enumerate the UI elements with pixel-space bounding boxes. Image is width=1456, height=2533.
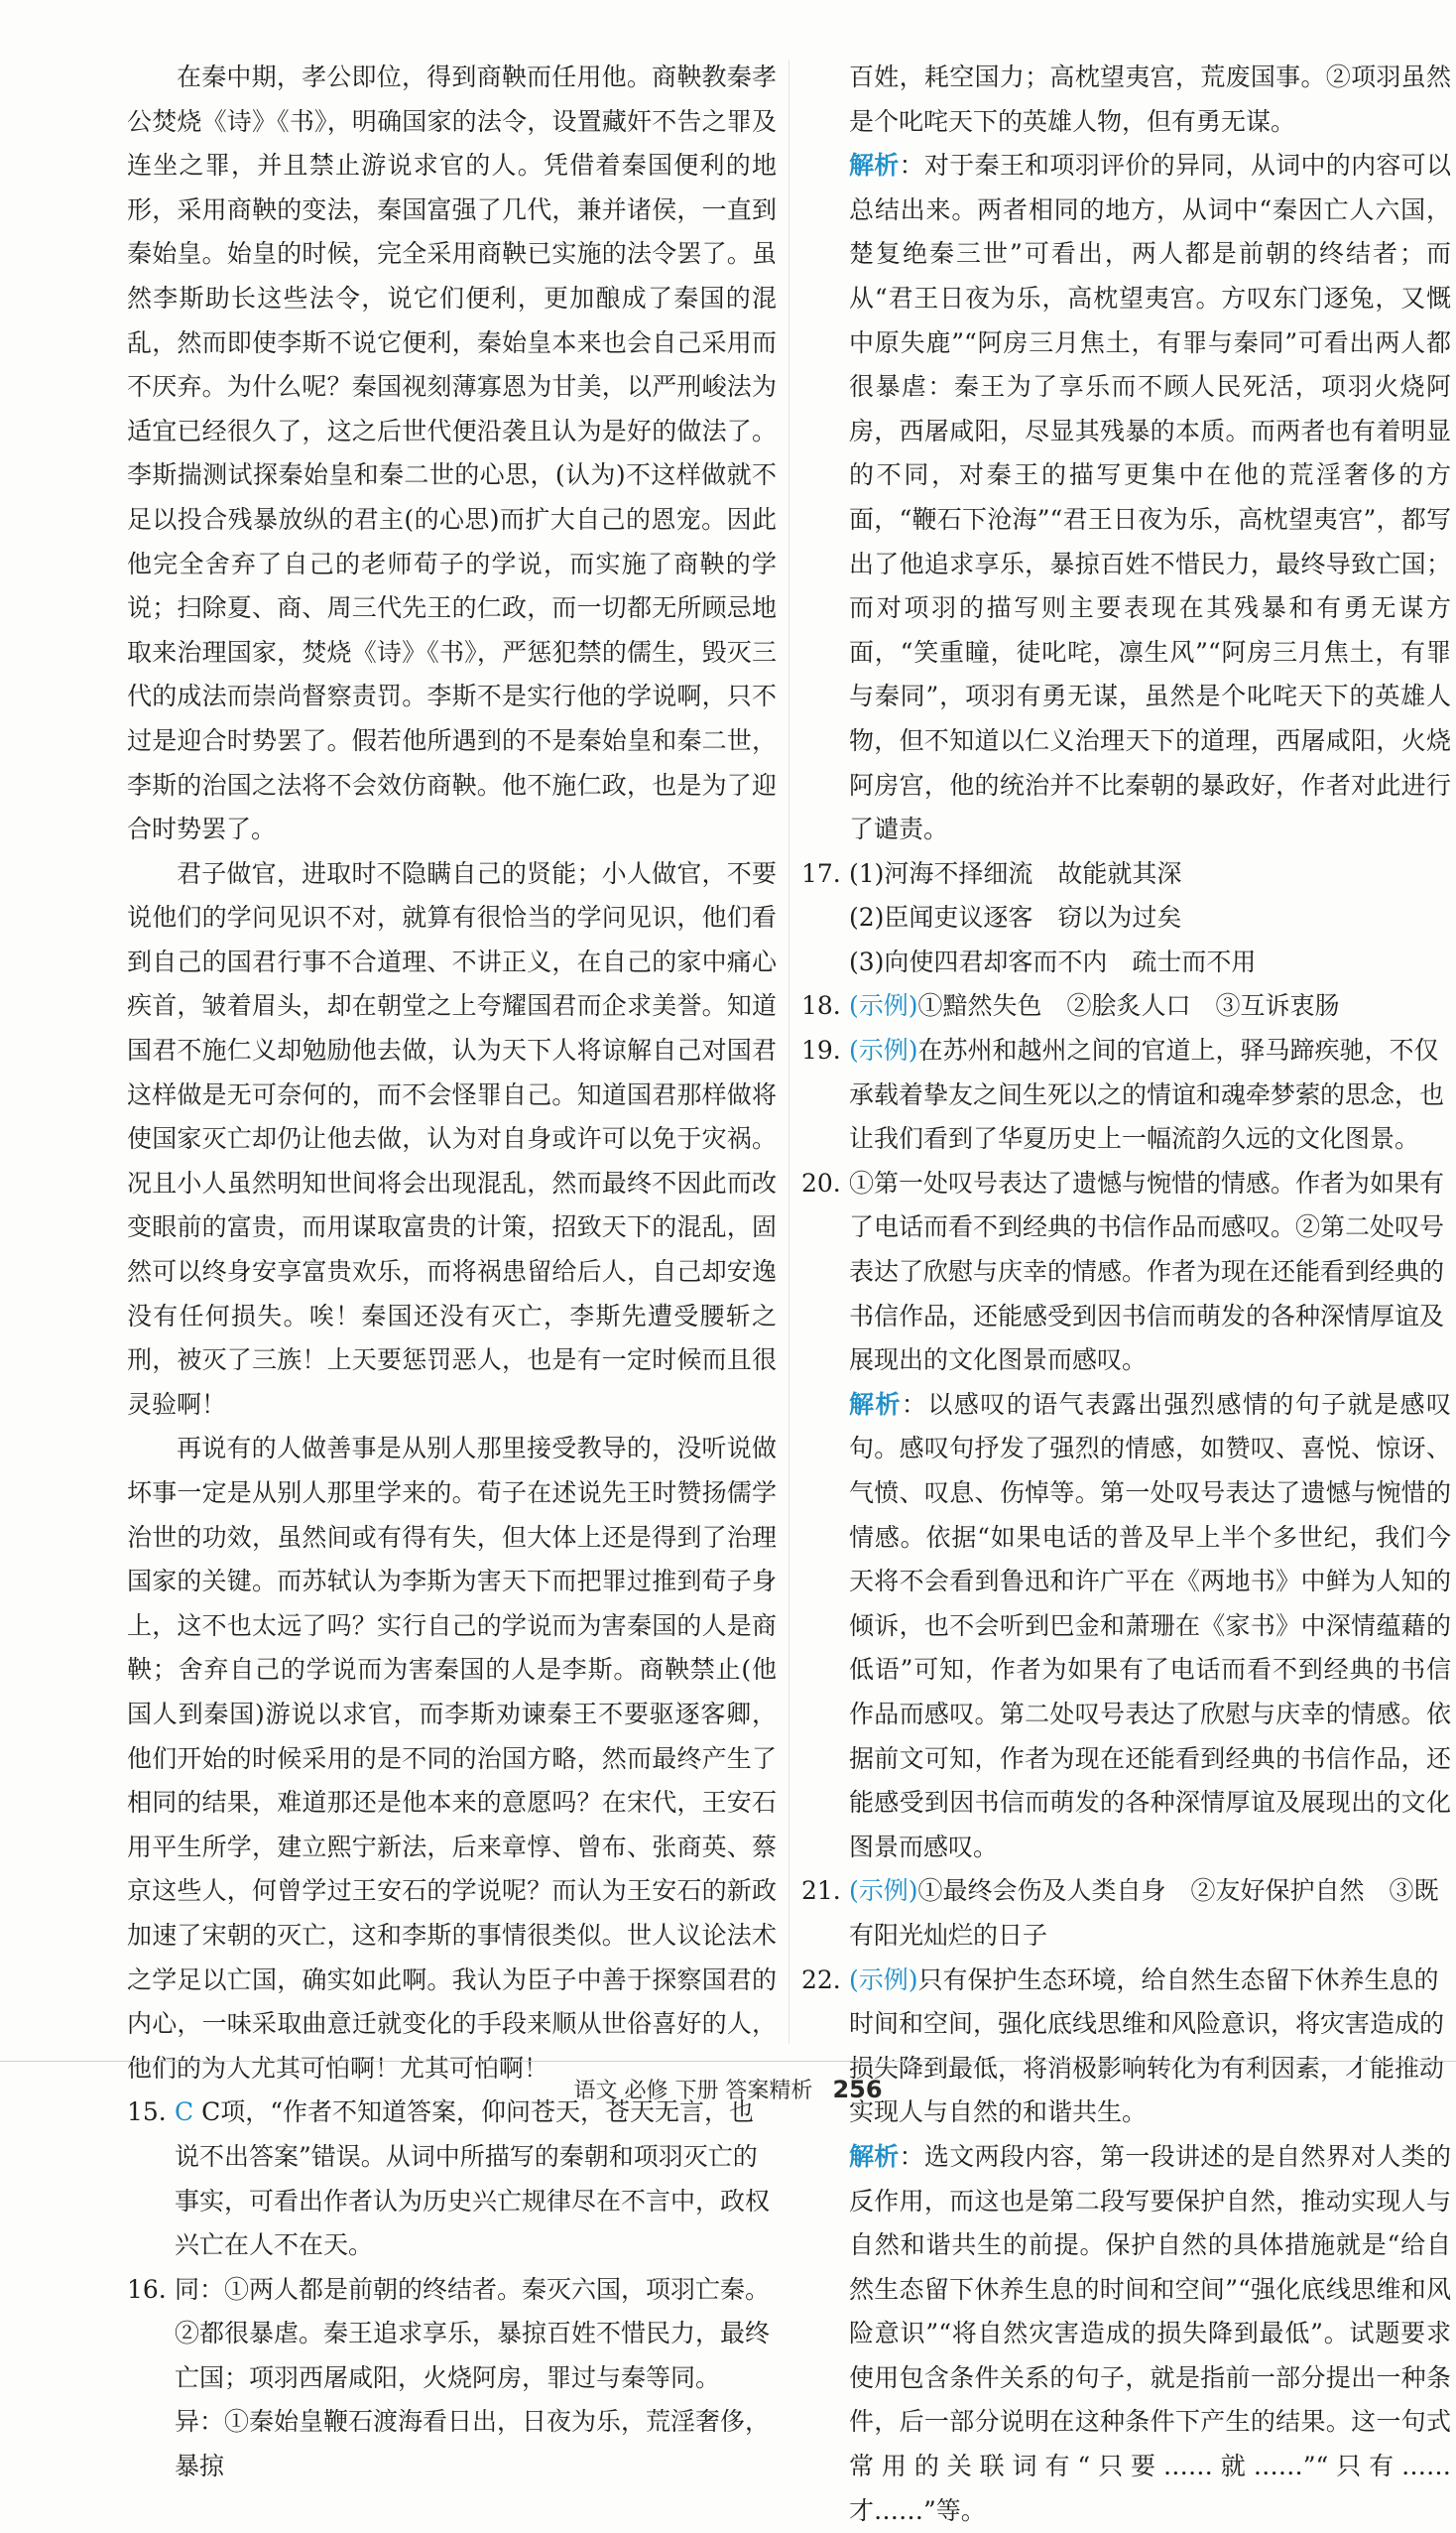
answer-choice: C [175,2097,194,2127]
translation-paragraph-3: 再说有的人做善事是从别人那里接受教导的，没听说做坏事一定是从别人那里学来的。荀子在述说先王时赞扬儒学治世的功效，虽然间或有得有失，但大体上还是得到了治理国家的关键。而苏轼认为李斯为害天下而把罪过推到荀子身上，这不也太远了吗？实行自己的学说而为害秦国的人是商鞅；舍弃自己的学说而为害秦国的人是李斯。商鞅禁止(他国人到秦国)游说以求官，而李斯劝谏秦王不要驱逐客卿，他们开始的时候采用的是不同的治国方略，然而最终产生了相同的结果，难道那还是他本来的意愿吗？在宋代，王安石用平生所学，建立熙宁新法，后来章惇、曾布、张商英、蔡京这些人，何曾学过王安石的学说呢？而认为王安石的新政加速了宋朝的灭亡，这和李斯的事情很类似。世人议论法术之学足以亡国，确实如此啊。我认为臣子中善于探察国君的内心，一味采取曲意迁就变化的手段来顺从世俗喜好的人，他们的为人尤其可怕啊！尤其可怕啊！ [127,1434,777,2083]
answer-text: ①第一处叹号表达了遗憾与惋惜的情感。作者为如果有了电话而看不到经典的书信作品而感叹。②第二处叹号表达了欣慰与庆幸的情感。作者为现在还能看到经典的书信作品，还能感受到因书信而萌发的各种深情厚谊及展现出的文化图景而感叹。 [849,1168,1445,1375]
analysis-text: ：对于秦王和项羽评价的异同，从词中的内容可以总结出来。两者相同的地方，从词中“秦因亡人六国，楚复绝秦三世”可看出，两人都是前朝的终结者；而从“君王日夜为乐，高枕望夷宫。方叹东门逐兔，又慨中原失鹿”“阿房三月焦土，有罪与秦同”可看出两人都很暴虐：秦王为了享乐而不顾人民死活，项羽火烧阿房，西屠咸阳，尽显其残暴的本质。而两者也有着明显的不同，对秦王的描写更集中在他的荒淫奢侈的方面，“鞭石下沧海”“君王日夜为乐，高枕望夷宫”，都写出了他追求享乐，暴掠百姓不惜民力，最终导致亡国；而对项羽的描写则主要表现在其残暴和有勇无谋方面，“笑重瞳，徒叱咤，凛生风”“阿房三月焦土，有罪与秦同”，项羽有勇无谋，虽然是个叱咤天下的英雄人物，但不知道以仁义治理天下的道理，西屠咸阳，火烧阿房宫，他的统治并不比秦朝的暴政好，作者对此进行了谴责。 [849,151,1452,844]
question-number: 15. [127,2097,167,2127]
analysis-text: ：以感叹的语气表露出强烈感情的句子就是感叹句。感叹句抒发了强烈的情感，如赞叹、喜悦、惊讶、气愤、叹息、伤悼等。第一处叹号表达了遗憾与惋惜的情感。依据“如果电话的普及早上半个多世纪，我们今天将不会看到鲁迅和许广平在《两地书》中鲜为人知的倾诉，也不会听到巴金和萧珊在《家书》中深情蕴藉的低语”可知，作者为如果有了电话而看不到经典的书信作品而感叹。第二处叹号表达了欣慰与庆幸的情感。依据前文可知，作者为现在还能看到经典的书信作品，还能感受到因书信而萌发的各种深情厚谊及展现出的文化图景而感叹。 [849,1389,1451,1861]
footer-divider [0,2061,1456,2062]
answer-18 [801,984,1451,1029]
question-number: 21. [801,1876,841,1906]
answer-16 [127,2268,777,2489]
example-tag: (示例) [849,1036,918,1066]
answer-text: 只有保护生态环境，给自然生态留下休养生息的时间和空间，强化底线思维和风险意识，将灾害造成的损失降到最低，将消极影响转化为有利因素，才能推动实现人与自然的和谐共生。 [849,1964,1445,2127]
answer-20 [801,1162,1451,1383]
question-number: 17. [801,858,841,888]
question-number: 18. [801,991,841,1021]
right-column [801,56,1451,2533]
analysis-16 [801,144,1451,852]
answer-17 [801,852,1451,985]
answer-line-1: (1)河海不择细流 故能就其深 [849,858,1182,888]
analysis-label: 解析 [849,151,900,181]
translation-paragraph-2: 君子做官，进取时不隐瞒自己的贤能；小人做官，不要说他们的学问见识不对，就算有很恰当的学问见识，他们看到自己的国君行事不合道理、不讲正义，在自己的家中痛心疾首，皱着眉头，却在朝堂之上夸耀国君而企求美誉。知道国君不施仁义却勉励他去做，认为天下人将谅解自己对国君这样做是无可奈何的，而不会怪罪自己。知道国君那样做将使国家灭亡却仍让他去做，认为对自身或许可以免于灾祸。况且小人虽然明知世间将会出现混乱，然而最终不因此而改变眼前的富贵，而用谋取富贵的计策，招致天下的混乱，固然可以终身安享富贵欢乐，而将祸患留给后人，自己却安逸没有任何损失。唉！秦国还没有灭亡，李斯先遭受腰斩之刑，被灭了三族！上天要惩罚恶人，也是有一定时候而且很灵验啊！ [127,858,777,1419]
analysis-label: 解析 [849,1389,902,1419]
analysis-text: ：选文两段内容，第一段讲述的是自然界对人类的反作用，而这也是第二段写要保护自然，推动实现人与自然和谐共生的前提。保护自然的具体措施就是“给自然生态留下休养生息的时间和空间”“强化底线思维和风险意识”“将自然灾害造成的损失降到最低”。试题要求使用包含条件关系的句子，就是指前一部分提出一种条件，后一部分说明在这种条件下产生的结果。这一句式常用的关联词有“只要……就……”“只有……才……”等。 [849,2141,1451,2525]
example-tag: (示例) [849,991,918,1021]
answer-text: 在苏州和越州之间的官道上，驿马蹄疾驰，不仅承载着挚友之间生死以之的情谊和魂牵梦萦的思念，也让我们看到了华夏历史上一幅流韵久远的文化图景。 [849,1036,1445,1154]
analysis-label: 解析 [849,2141,900,2171]
question-number: 19. [801,1036,841,1066]
left-column [127,56,777,2489]
answer-text-continued: 异：①秦始皇鞭石渡海看日出，日夜为乐，荒淫奢侈，暴掠 [175,2407,771,2481]
page-number: 256 [832,2076,883,2103]
answer-text: 同：①两人都是前朝的终结者。秦灭六国，项羽亡秦。②都很暴虐。秦王追求享乐，暴掠百姓不惜民力，最终亡国；项羽西屠咸阳，火烧阿房，罪过与秦等同。 [175,2274,771,2392]
answer-text: ①黯然失色 ②脍炙人口 ③互诉衷肠 [917,991,1340,1021]
analysis-22 [801,2135,1451,2533]
analysis-20 [801,1383,1451,1870]
example-tag: (示例) [849,1876,918,1906]
answer-text: ①最终会伤及人类自身 ②友好保护自然 ③既有阳光灿烂的日子 [849,1876,1439,1950]
answer-19 [801,1029,1451,1162]
page-footer [0,2074,1456,2104]
question-number: 16. [127,2274,167,2304]
answer-16-continued: 百姓，耗空国力；高枕望夷宫，荒废国事。②项羽虽然是个叱咤天下的英雄人物，但有勇无谋。 [849,63,1451,136]
answer-21 [801,1869,1451,1958]
answer-15 [127,2090,777,2267]
footer-label: 语文 必修 下册 答案精析 [573,2079,813,2103]
translation-paragraph-1: 在秦中期，孝公即位，得到商鞅而任用他。商鞅教秦孝公焚烧《诗》《书》，明确国家的法令，设置藏奸不告之罪及连坐之罪，并且禁止游说求官的人。凭借着秦国便利的地形，采用商鞅的变法，秦国富强了几代，兼并诸侯，一直到秦始皇。始皇的时候，完全采用商鞅已实施的法令罢了。虽然李斯助长这些法令，说它们便利，更加酿成了秦国的混乱，然而即使李斯不说它便利，秦始皇本来也会自己采用而不厌弃。为什么呢？秦国视刻薄寡恩为甘美，以严刑峻法为适宜已经很久了，这之后世代便沿袭且认为是好的做法了。李斯揣测试探秦始皇和秦二世的心思，(认为)不这样做就不足以投合残暴放纵的君主(的心思)而扩大自己的恩宠。因此他完全舍弃了自己的老师荀子的学说，而实施了商鞅的学说；扫除夏、商、周三代先王的仁政，而一切都无所顾忌地取来治理国家，焚烧《诗》《书》，严惩犯禁的儒生，毁灭三代的成法而崇尚督察责罚。李斯不是实行他的学说啊，只不过是迎合时势罢了。假若他所遇到的不是秦始皇和秦二世，李斯的治国之法将不会效仿商鞅。他不施仁政，也是为了迎合时势罢了。 [127,63,777,844]
answer-22 [801,1959,1451,2135]
answer-line-2: (2)臣闻吏议逐客 窃以为过矣 [849,903,1182,933]
question-number: 22. [801,1964,841,1994]
question-number: 20. [801,1168,841,1198]
answer-text: C项，“作者不知道答案，仰问苍天，苍天无言，也说不出答案”错误。从词中所描写的秦朝和项羽灭亡的事实，可看出作者认为历史兴亡规律尽在不言中，政权兴亡在人不在天。 [175,2097,771,2260]
example-tag: (示例) [849,1964,918,1994]
answer-line-3: (3)向使四君却客而不内 疏士而不用 [849,947,1257,976]
